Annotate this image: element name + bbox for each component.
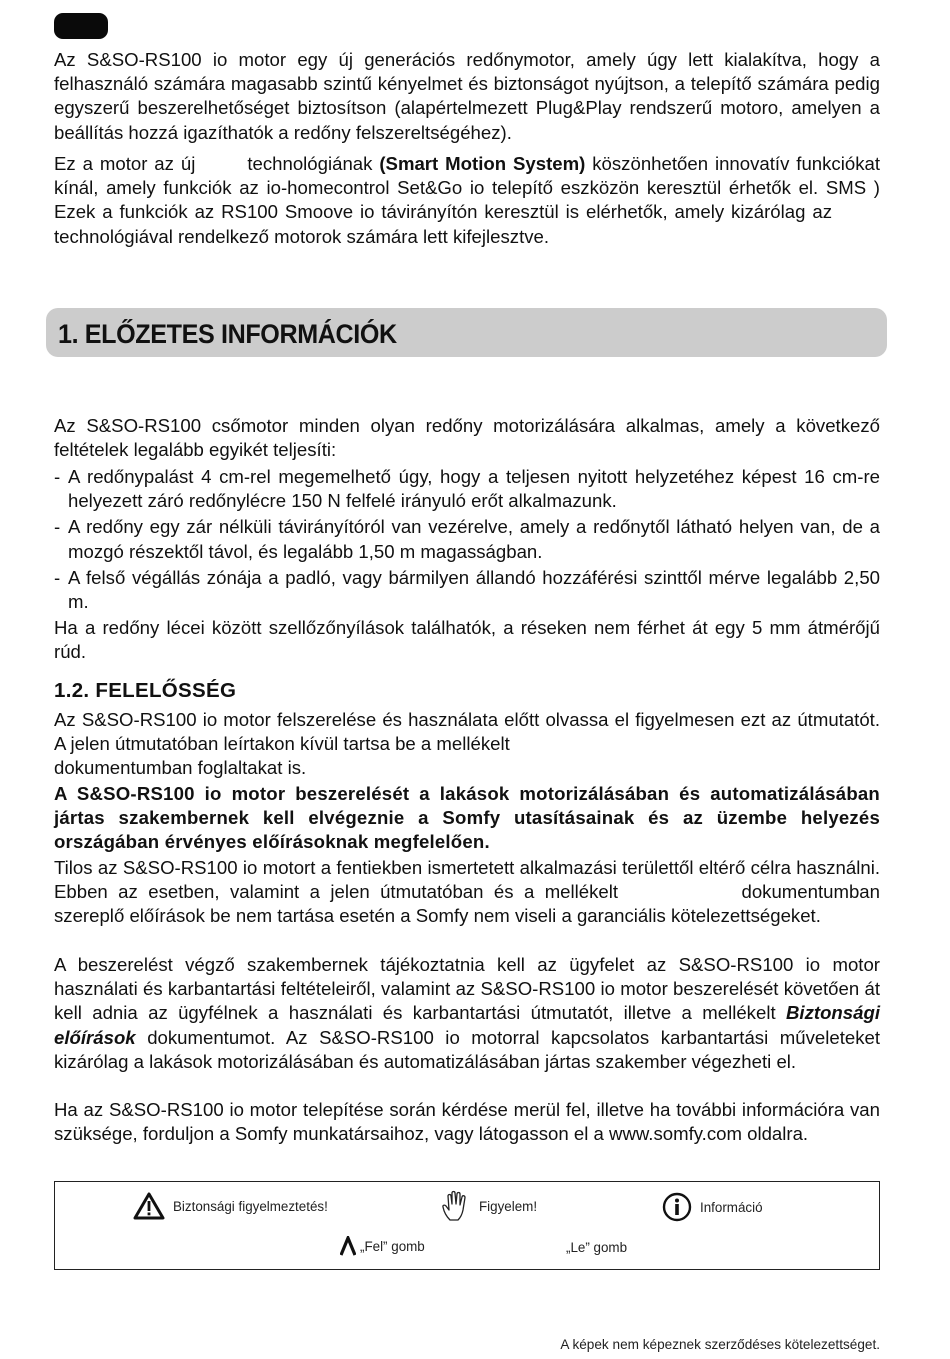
legend-item-attention: [441, 1190, 537, 1222]
bullet-dash: -: [54, 466, 61, 487]
legend-item-down-button: [558, 1240, 627, 1255]
intro-paragraph-1: Az S&SO-RS100 io motor egy új generációs redőnymotor, amely úgy lett kialakítva, hogy a felhasználó számára magasabb szintű kényelmet és biztonságot nyújtson, a telepítő számára pedig egyszerű beszerelhetőséget biztosítson (alapértelmezett Plug&Play rendszerű motoro, amelyen a beállítás hozzá igazíthatók a redőny felszereltségéhez).: [54, 49, 880, 143]
legend-item-info: [662, 1192, 763, 1222]
hand-icon: [441, 1190, 471, 1222]
list-item-text: A felső végállás zónája a padló, vagy bármilyen állandó hozzáférési szinttől mérve legalább 2,50 m.: [68, 566, 880, 613]
responsibility-paragraph-4: [54, 953, 880, 1074]
paragraph-text: A beszerelést végző szakembernek tájékoztatnia kell az ügyfelet az S&SO-RS100 io motor használati és karbantartási feltételeiről, valamint az S&SO-RS100 io motor beszerelését követően át kell adnia az ügyfélnek a használati és karbantartási útmutatót, illetve a mellékelt: [54, 954, 880, 1024]
list-item: [54, 465, 880, 513]
legend-label: Figyelem!: [479, 1198, 538, 1214]
up-chevron-icon: [340, 1236, 356, 1256]
subsection-title: 1.2. FELELŐSSÉG: [54, 679, 237, 702]
section-title: 1. ELŐZETES INFORMÁCIÓK: [58, 319, 397, 349]
language-badge: [54, 13, 108, 39]
legend-label: Biztonsági figyelmeztetés!: [173, 1198, 328, 1214]
legend-label: „Le” gomb: [566, 1240, 628, 1255]
symbol-legend: [54, 1181, 880, 1270]
paragraph-text: Az S&SO-RS100 io motor felszerelése és használata előtt olvassa el figyelmesen ezt az útmutatót. A jelen útmutatóban leírtakon kívül tartsa be a mellékelt: [54, 709, 880, 755]
intro-text: köszönhetően innovatív funkciókat kínál, amely funkciók az io-homecontrol Set&Go io telepítő eszközön keresztül érhetők el. SMS ) Ezek a funkciók az RS100 Smoove io távirányítón keresztül is elérhetők, amely kizárólag az: [54, 153, 880, 223]
paragraph-text: dokumentumban szereplő előírások be nem tartása esetén a Somfy nem viseli a garanciális kötelezettségeket.: [54, 881, 880, 927]
section-heading-bar: [46, 308, 887, 357]
responsibility-bold-paragraph: A S&SO-RS100 io motor beszerelését a lakások motorizálásában és automatizálásában jártas szakembernek kell elvégeznie a Somfy utasításainak és az üzembe helyezés országában érvényes előírásoknak megfelelően.: [54, 783, 880, 853]
conditions-list: [54, 465, 880, 616]
warning-triangle-icon: [133, 1192, 165, 1220]
legend-item-warning: [133, 1192, 328, 1220]
bullet-dash: -: [54, 566, 61, 588]
list-item-text: A redőnypalást 4 cm-rel megemelhető úgy, hogy a teljesen nyitott helyzetéhez képest 16 cm-re helyezett záró redőnylécre 150 N felfelé irányuló erőt alkalmazunk.: [68, 466, 880, 512]
safety-doc-title: Biztonsági előírások: [54, 1002, 880, 1048]
paragraph-text: Tilos az S&SO-RS100 io motort a fentiekben ismertetett alkalmazási területtől eltérő célra használni. Ebben az esetben, valamint a jelen útmutatóban és a mellékelt: [54, 857, 880, 903]
intro-paragraph-2: [54, 152, 880, 249]
section1-closing: Ha a redőny lécei között szellőzőnyílások találhatók, a réseken nem férhet át egy 5 mm átmérőjű rúd.: [54, 617, 880, 663]
paragraph-text: dokumentumot. Az S&SO-RS100 io motorral kapcsolatos karbantartási műveleteket kizárólag a lakások motorizálásában és automatizálásában jártas szakember végezheti el.: [54, 1026, 880, 1072]
intro-text: technológiával rendelkező motorok számára lett kifejlesztve.: [54, 225, 550, 247]
legend-label: Információ: [700, 1199, 763, 1215]
list-item: [54, 515, 880, 563]
section1-intro: Az S&SO-RS100 csőmotor minden olyan redőny motorizálására alkalmas, amely a következő feltételek legalább egyikét teljesíti:: [54, 415, 880, 461]
legend-item-up-button: [340, 1236, 425, 1256]
bullet-dash: -: [54, 516, 61, 538]
responsibility-paragraph-1: [54, 708, 880, 781]
list-item-text: A redőny egy zár nélküli távirányítóról van vezérelve, amely a redőnytől látható helyen van, de a mozgó részektől távol, és legalább 1,50 m magasságban.: [68, 516, 880, 562]
legend-label: „Fel” gomb: [360, 1238, 425, 1254]
info-circle-icon: [662, 1192, 692, 1222]
list-item: [54, 566, 880, 614]
footer-disclaimer: A képek nem képeznek szerződéses kötelezettséget.: [560, 1337, 880, 1352]
responsibility-paragraph-5: Ha az S&SO-RS100 io motor telepítése során kérdése merül fel, illetve ha további információra van szüksége, forduljon a Somfy munkatársaihoz, vagy látogasson el a www.somfy.com oldalra.: [54, 1099, 880, 1145]
paragraph-text: dokumentumban foglaltakat is.: [54, 757, 307, 779]
sms-bold-text: (Smart Motion System): [379, 153, 586, 174]
responsibility-paragraph-3: [54, 856, 880, 929]
intro-text: technológiának: [247, 153, 373, 174]
intro-text: Ez a motor az új: [54, 153, 196, 174]
